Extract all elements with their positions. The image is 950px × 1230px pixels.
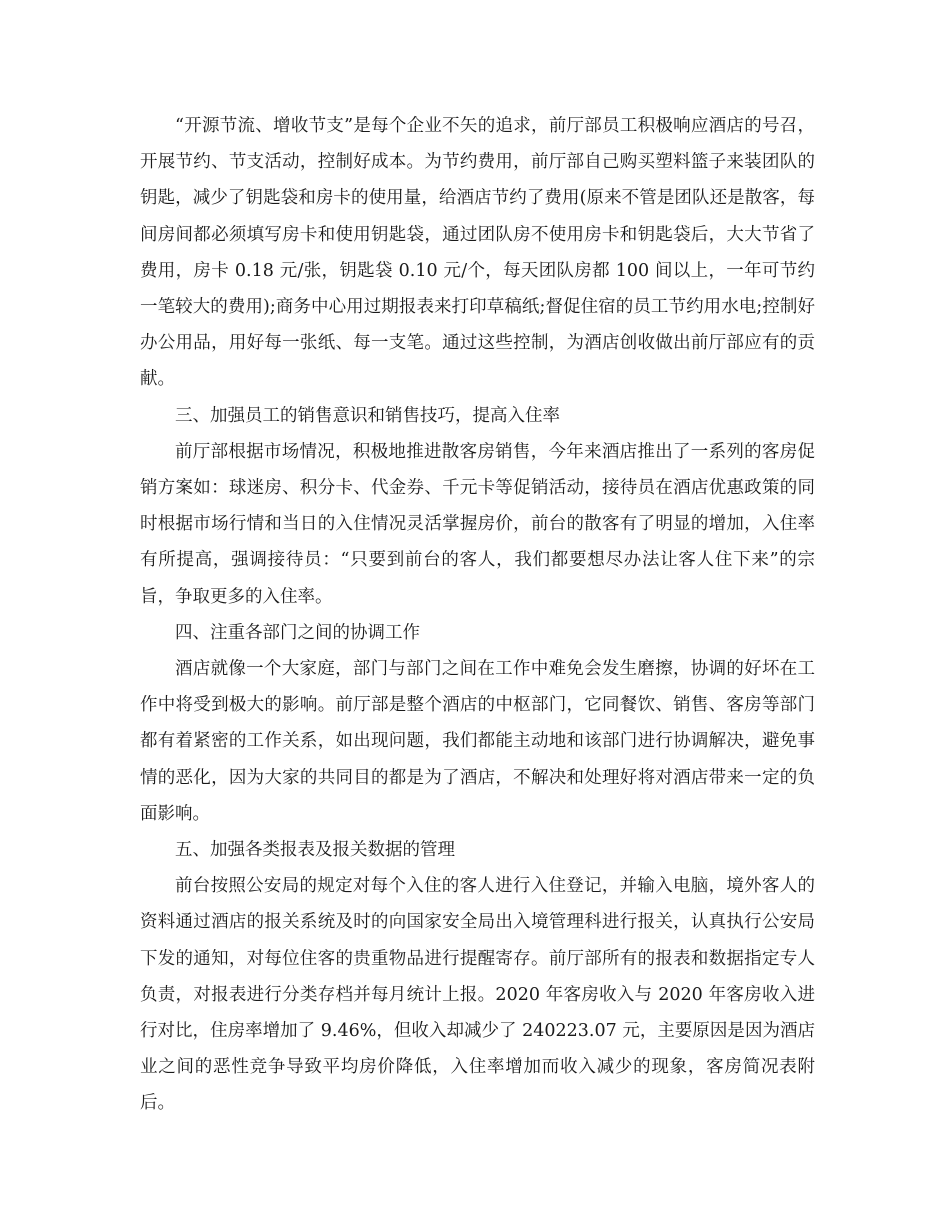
heading-coordination: 四、注重各部门之间的协调工作 (175, 622, 420, 643)
paragraph-coordination: 酒店就像一个大家庭，部门与部门之间在工作中难免会发生磨擦，协调的好坏在工作中将受到极大的影响。前厅部是整个酒店的中枢部门，它同餐饮、销售、客房等部门都有着紧密的工作关系，如出现问题，我们都能主动地和该部门进行协调解决，避免事情的恶化，因为大家的共同目的都是为了酒店，不解决和处理好将对酒店带来一定的负面影响。 (140, 659, 815, 824)
paragraph-sales-promotion: 前厅部根据市场情况，积极地推进散客房销售，今年来酒店推出了一系列的客房促销方案如：球迷房、积分卡、代金券、千元卡等促销活动，接待员在酒店优惠政策的同时根据市场行情和当日的入住情况灵活掌握房价，前台的散客有了明显的增加，入住率有所提高，强调接待员：“只要到前台的客人，我们都要想尽办法让客人住下来”的宗旨，争取更多的入住率。 (140, 441, 815, 607)
document-page (140, 108, 815, 1122)
heading-reports: 五、加强各类报表及报关数据的管理 (175, 840, 455, 861)
paragraph-cost-saving: “开源节流、增收节支”是每个企业不矢的追求，前厅部员工积极响应酒店的号召，开展节约、节支活动，控制好成本。为节约费用，前厅部自己购买塑料篮子来装团队的钥匙，减少了钥匙袋和房卡的使用量，给酒店节约了费用(原来不管是团队还是散客，每间房间都必须填写房卡和使用钥匙袋，通过团队房不使用房卡和钥匙袋后，大大节省了费用，房卡 0.18 元/张，钥匙袋 0.10 元/个，每天团队房都 100 间以上，一年可节约一笔较大的费用);商务中心用过期报表来打印草稿纸;督促住宿的员工节约用水电;控制好办公用品，用好每一张纸、每一支笔。通过这些控制，为酒店创收做出前厅部应有的贡献。 (140, 116, 815, 390)
paragraph-reports: 前台按照公安局的规定对每个入住的客人进行入住登记，并输入电脑，境外客人的资料通过酒店的报关系统及时的向国家安全局出入境管理科进行报关，认真执行公安局下发的通知，对每位住客的贵重物品进行提醒寄存。前厅部所有的报表和数据指定专人负责，对报表进行分类存档并每月统计上报。2020 年客房收入与 2020 年客房收入进行对比，住房率增加了 9.46%，但收入却减少了 240223.07 元，主要原因是因为酒店业之间的恶性竞争导致平均房价降低，入住率增加而收入减少的现象，客房简况表附后。 (140, 876, 815, 1114)
heading-sales-skills: 三、加强员工的销售意识和销售技巧，提高入住率 (175, 405, 560, 426)
